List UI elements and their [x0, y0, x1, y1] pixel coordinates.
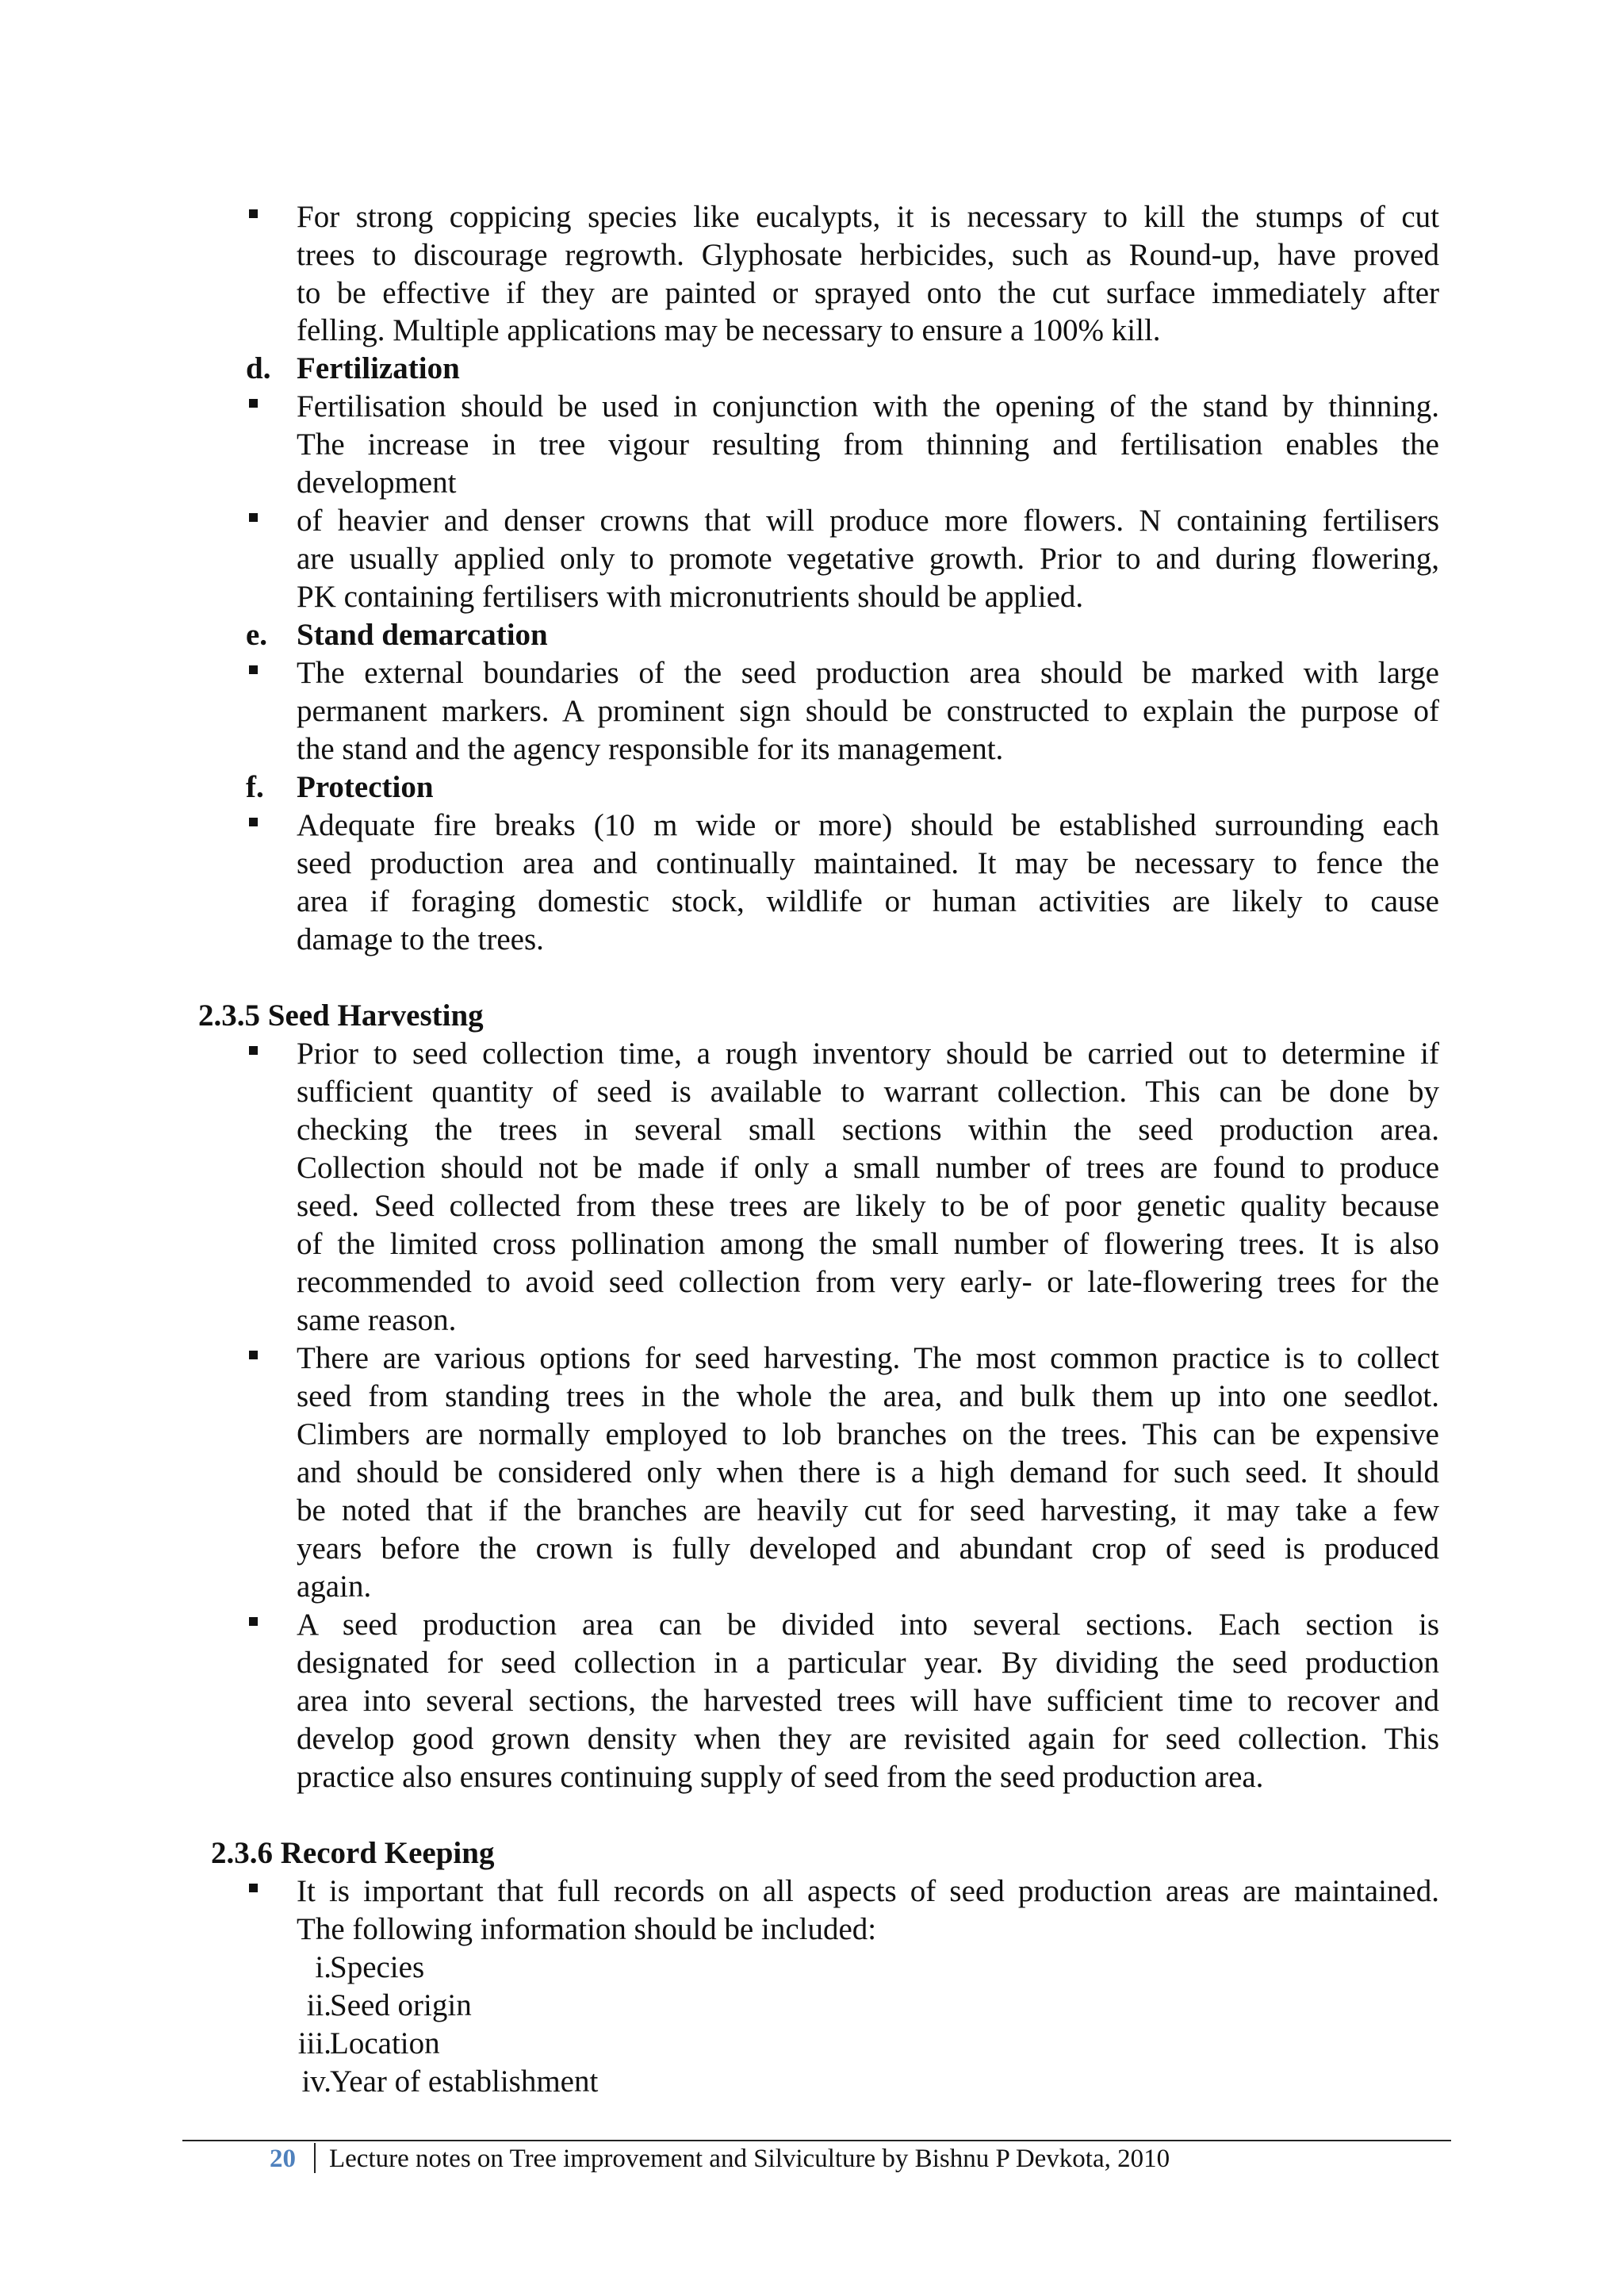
subsection-title: Stand demarcation	[297, 618, 548, 652]
subsection-label: f.	[246, 770, 264, 804]
subsection-label: e.	[246, 618, 268, 652]
paragraph-line: seed from standing trees in the whole the area, and bulk them up into one seedlot.	[297, 1379, 1439, 1413]
paragraph-line: trees to discourage regrowth. Glyphosate herbicides, such as Round-up, have proved	[297, 238, 1439, 272]
paragraph-line: A seed production area can be divided into several sections. Each section is	[297, 1608, 1439, 1642]
paragraph-line: area into several sections, the harvested trees will have sufficient time to recover and	[297, 1684, 1439, 1718]
paragraph-line: of heavier and denser crowns that will produce more flowers. N containing fertilisers	[297, 504, 1439, 538]
paragraph-line: checking the trees in several small sections within the seed production area.	[297, 1113, 1439, 1147]
list-item-number: iv.	[301, 2064, 331, 2099]
paragraph-line: develop good grown density when they are revisited again for seed collection. This	[297, 1722, 1439, 1756]
paragraph-line: Fertilisation should be used in conjunction with the opening of the stand by thinning.	[297, 389, 1439, 424]
bullet-icon	[249, 1617, 258, 1626]
paragraph-line: There are various options for seed harvesting. The most common practice is to collect	[297, 1341, 1439, 1375]
bullet-icon	[249, 1884, 258, 1892]
paragraph-line: damage to the trees.	[297, 922, 544, 956]
paragraph-line: PK containing fertilisers with micronutrients should be applied.	[297, 580, 1084, 614]
paragraph-line: years before the crown is fully developed and abundant crop of seed is produced	[297, 1531, 1439, 1566]
paragraph-line: For strong coppicing species like eucalypts, it is necessary to kill the stumps of cut	[297, 200, 1439, 234]
subsection-title: Protection	[297, 770, 434, 804]
paragraph-line: Climbers are normally employed to lob branches on the trees. This can be expensive	[297, 1417, 1439, 1451]
bullet-icon	[249, 1351, 258, 1359]
bullet-icon	[249, 818, 258, 826]
bullet-icon	[249, 665, 258, 674]
paragraph-line: It is important that full records on all aspects of seed production areas are maintained.	[297, 1874, 1439, 1908]
paragraph-line: the stand and the agency responsible for its management.	[297, 732, 1004, 766]
paragraph-line: are usually applied only to promote vegetative growth. Prior to and during flowering,	[297, 542, 1439, 576]
section-heading: 2.3.5 Seed Harvesting	[198, 999, 484, 1033]
list-item-text: Year of establishment	[330, 2064, 599, 2099]
paragraph-line: The external boundaries of the seed production area should be marked with large	[297, 656, 1439, 690]
paragraph-line: felling. Multiple applications may be necessary to ensure a 100% kill.	[297, 313, 1161, 347]
paragraph-line: Adequate fire breaks (10 m wide or more) should be established surrounding each	[297, 808, 1439, 842]
paragraph-line: Collection should not be made if only a small number of trees are found to produce	[297, 1151, 1439, 1185]
paragraph-line: The increase in tree vigour resulting from thinning and fertilisation enables the	[297, 427, 1439, 462]
list-item-text: Location	[330, 2026, 440, 2060]
paragraph-line: The following information should be included:	[297, 1912, 877, 1946]
bullet-icon	[249, 513, 258, 522]
list-item-number: iii.	[297, 2026, 331, 2060]
paragraph-line: practice also ensures continuing supply of seed from the seed production area.	[297, 1760, 1264, 1794]
footer-rule	[182, 2140, 1451, 2141]
paragraph-line: area if foraging domestic stock, wildlife or human activities are likely to cause	[297, 884, 1439, 918]
section-heading: 2.3.6 Record Keeping	[211, 1836, 495, 1870]
paragraph-line: and should be considered only when there is a high demand for such seed. It should	[297, 1455, 1439, 1489]
paragraph-line: permanent markers. A prominent sign should be constructed to explain the purpose of	[297, 694, 1439, 728]
footer-text: Lecture notes on Tree improvement and Silviculture by Bishnu P Devkota, 2010	[329, 2145, 1170, 2173]
paragraph-line: seed production area and continually maintained. It may be necessary to fence the	[297, 846, 1439, 880]
list-item-text: Species	[330, 1950, 425, 1984]
paragraph-line: of the limited cross pollination among the small number of flowering trees. It is also	[297, 1227, 1439, 1261]
paragraph-line: to be effective if they are painted or sprayed onto the cut surface immediately after	[297, 276, 1439, 310]
paragraph-line: again.	[297, 1570, 372, 1604]
paragraph-line: recommended to avoid seed collection from very early- or late-flowering trees for the	[297, 1265, 1439, 1299]
paragraph-line: Prior to seed collection time, a rough inventory should be carried out to determine if	[297, 1037, 1439, 1071]
paragraph-line: same reason.	[297, 1303, 457, 1337]
list-item-text: Seed origin	[330, 1988, 472, 2022]
paragraph-line: development	[297, 466, 457, 500]
subsection-title: Fertilization	[297, 351, 460, 385]
paragraph-line: sufficient quantity of seed is available to warrant collection. This can be done by	[297, 1075, 1439, 1109]
bullet-icon	[249, 209, 258, 218]
paragraph-line: designated for seed collection in a particular year. By dividing the seed production	[297, 1646, 1439, 1680]
list-item-number: i.	[315, 1950, 331, 1984]
footer-divider	[314, 2143, 316, 2173]
subsection-label: d.	[246, 351, 271, 385]
paragraph-line: be noted that if the branches are heavily cut for seed harvesting, it may take a few	[297, 1493, 1439, 1527]
page-number: 20	[270, 2145, 296, 2173]
list-item-number: ii.	[306, 1988, 331, 2022]
paragraph-line: seed. Seed collected from these trees are likely to be of poor genetic quality because	[297, 1189, 1439, 1223]
bullet-icon	[249, 399, 258, 408]
bullet-icon	[249, 1046, 258, 1055]
